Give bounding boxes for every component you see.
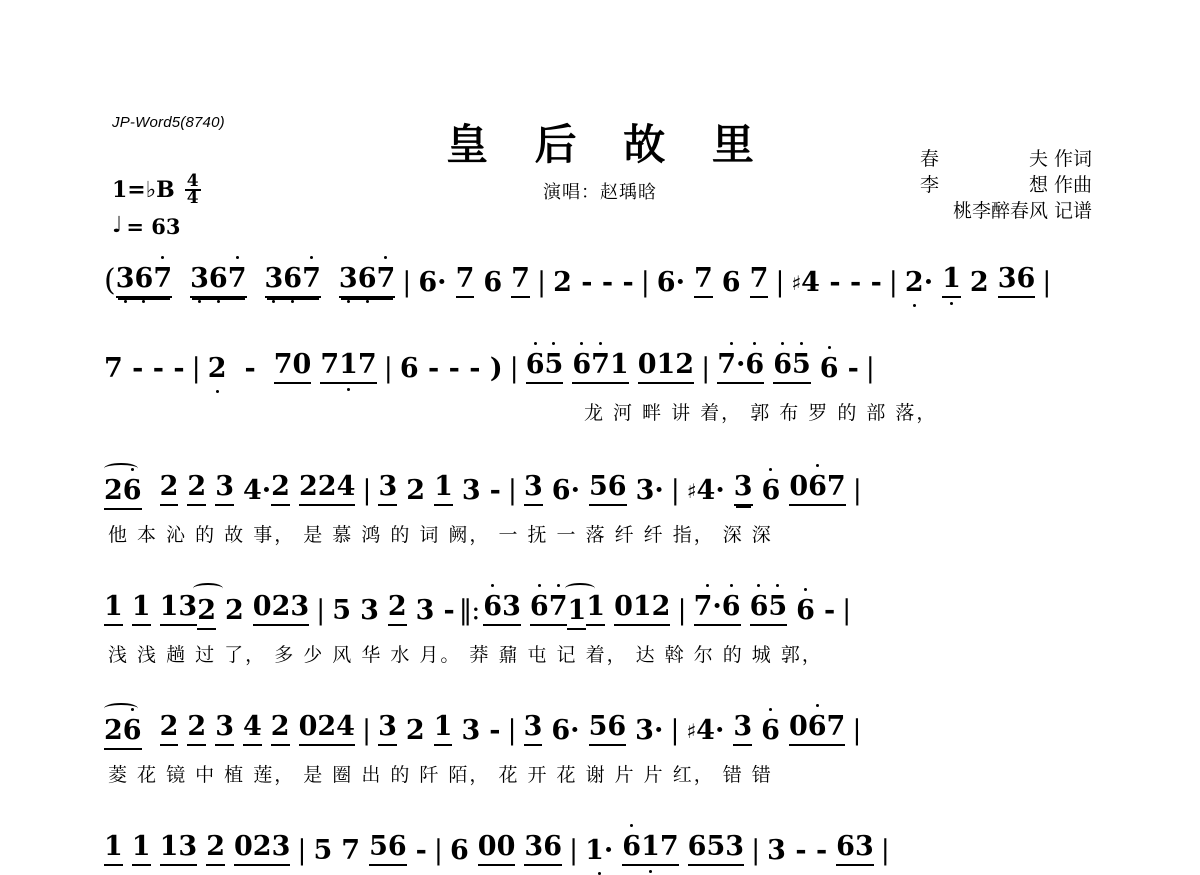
key-signature <box>112 171 201 208</box>
music-system-5 <box>104 706 1096 787</box>
sharp-icon: ♯ <box>791 271 802 295</box>
lyrics-line-4: 浅 浅 趟 过 了， 多 少 风 华 水 月。 莽 鼐 屯 记 着， 达 斡 尔 的 城 郭， <box>108 644 823 666</box>
time-signature-denominator: 4 <box>186 188 199 208</box>
notation-line-1: ( 367 367 367 367 | 6· 7 6 7 | 2 - - - | 6· 7 6 7 | ♯ 4 - - - | 2 · 1 2 3 6 | <box>104 263 1052 298</box>
tempo-value: = 63 <box>126 214 181 239</box>
sharp-icon: ♯ <box>686 719 697 743</box>
time-signature-numerator: 4 <box>186 171 199 191</box>
notation-line-5: 26 2 2 3 4 2 0 2 4 | 3 2 1 3 - | 3 6· 5 6 3· | ♯ 4· 3 6 0 6 7 | <box>104 706 1096 746</box>
notation-line-6: 1 1 1 3 2 0 2 3 | 5 7 5 6 - | 6 0 0 3 6 | 1· 6 1 7 6 5 3 | 3 - - 6 3 | <box>104 831 890 866</box>
credit-names: 李想 <box>919 174 1048 196</box>
music-system-6 <box>104 826 1096 866</box>
key-signature-text: 1=♭B <box>112 177 175 203</box>
credit-names: 桃李醉春风 <box>952 200 1048 222</box>
music-system-4 <box>104 586 1096 667</box>
notation-line-4: 1 1 1 3 2 2 0 2 3 | 5 3 2 3 - ‖: 6 3 6 7 1 1 0 1 2 | 7· 6 6 5 6 - | <box>104 586 1096 626</box>
credits-block <box>920 146 1092 224</box>
credit-role: 记谱 <box>1053 200 1092 222</box>
credit-role: 作词 <box>1053 148 1092 170</box>
repeat-start-barline: ‖: <box>458 595 480 626</box>
sharp-icon: ♯ <box>686 479 697 503</box>
document-code: JP-Word5(8740) <box>112 114 225 131</box>
notation-line-3: 26 2 2 3 4· 2 2 2 4 | 3 2 1 3 - | 3 6· 5 6 3· | ♯ 4· 3 6 0 6 7 | <box>104 466 1096 506</box>
credit-row <box>920 146 1092 172</box>
lyrics-line-5: 菱 花 镜 中 植 莲， 是 圈 出 的 阡 陌， 花 开 花 谢 片 片 红， 错 错 <box>108 764 773 786</box>
lyrics-line-2: 龙 河 畔 讲 着， 郭 布 罗 的 部 落， <box>584 402 938 424</box>
page-title: 皇 后 故 里 <box>446 120 770 169</box>
credit-row <box>920 198 1092 224</box>
performer-line: 演唱：赵瑀晗 <box>543 182 657 203</box>
time-signature <box>185 171 201 208</box>
tempo-marking <box>112 214 181 239</box>
notation-line-2: 7 - - - | 2 - 7 0 7 1 7 | 6 - - - ) | 6 5 6 7 1 0 1 2 | 7· 6 6 5 6 - | <box>104 349 875 384</box>
music-system-3 <box>104 466 1096 547</box>
lyrics-line-3: 他 本 沁 的 故 事， 是 慕 鸿 的 词 阙， 一 抚 一 落 纤 纤 指， 深 深 <box>108 524 773 546</box>
music-system-2 <box>104 344 1096 425</box>
credit-names: 春夫 <box>919 148 1048 170</box>
credit-row <box>920 172 1092 198</box>
quarter-note-icon: ♩ <box>112 213 123 238</box>
credit-role: 作曲 <box>1053 174 1092 196</box>
music-system-1 <box>104 258 1096 298</box>
